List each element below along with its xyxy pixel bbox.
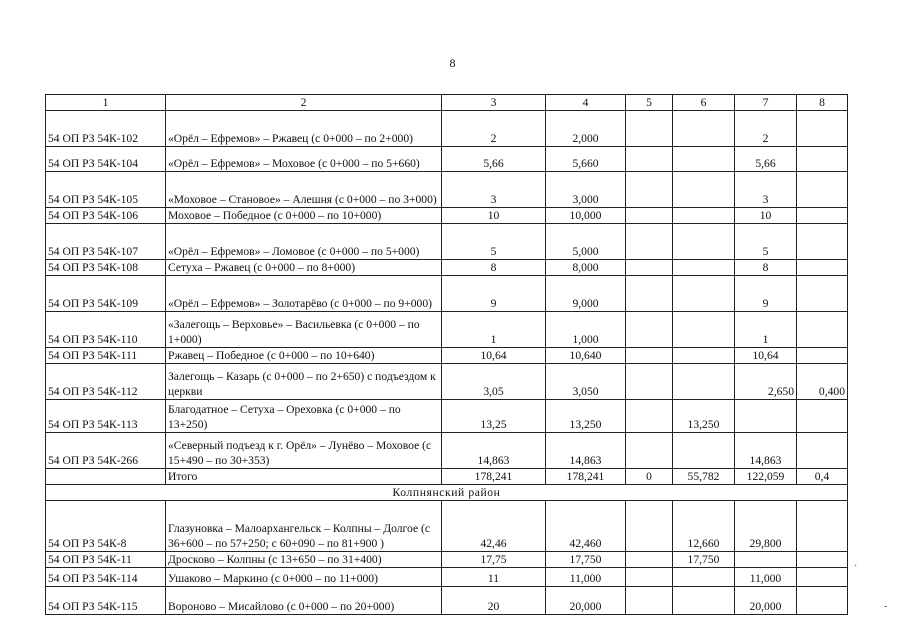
value-cell: [626, 364, 673, 400]
value-cell: 3: [735, 172, 797, 208]
table-row: [46, 364, 848, 400]
value-cell: [626, 348, 673, 364]
value-cell: 10: [442, 208, 546, 224]
header-cell: 4: [546, 95, 626, 111]
value-cell: [673, 312, 735, 348]
value-cell: [797, 568, 848, 587]
value-cell: [626, 568, 673, 587]
value-cell: [797, 348, 848, 364]
value-cell: [626, 111, 673, 147]
value-cell: [626, 276, 673, 312]
total-value-cell: 178,241: [442, 469, 546, 485]
value-cell: [626, 208, 673, 224]
value-cell: [797, 587, 848, 615]
value-cell: [797, 312, 848, 348]
road-name-cell: Ржавец – Победное (с 0+000 – по 10+640): [166, 348, 442, 364]
table-row: [46, 224, 848, 260]
value-cell: [626, 312, 673, 348]
road-code-cell: 54 ОП РЗ 54К-107: [46, 224, 166, 260]
value-cell: 1: [735, 312, 797, 348]
value-cell: 9: [442, 276, 546, 312]
value-cell: 11,000: [546, 568, 626, 587]
road-name-cell: Сетуха – Ржавец (с 0+000 – по 8+000): [166, 260, 442, 276]
value-cell: [735, 552, 797, 568]
value-cell: 5,66: [442, 147, 546, 172]
value-cell: [626, 224, 673, 260]
table-row: [46, 276, 848, 312]
total-value-cell: 0,4: [797, 469, 848, 485]
table-row: [46, 172, 848, 208]
table-row: [46, 111, 848, 147]
value-cell: 20,000: [735, 587, 797, 615]
value-cell: [797, 208, 848, 224]
total-row: [46, 469, 848, 485]
total-value-cell: 122,059: [735, 469, 797, 485]
road-name-cell: Ушаково – Маркино (с 0+000 – по 11+000): [166, 568, 442, 587]
value-cell: [673, 276, 735, 312]
value-cell: 17,750: [673, 552, 735, 568]
value-cell: [626, 400, 673, 433]
total-label: Итого: [166, 469, 442, 485]
value-cell: [626, 587, 673, 615]
table-row: [46, 147, 848, 172]
value-cell: 10,64: [442, 348, 546, 364]
value-cell: [797, 400, 848, 433]
header-cell: 8: [797, 95, 848, 111]
value-cell: [797, 276, 848, 312]
value-cell: 14,863: [546, 433, 626, 469]
value-cell: 13,25: [442, 400, 546, 433]
road-name-cell: «Орёл – Ефремов» – Ломовое (с 0+000 – по 5+000): [166, 224, 442, 260]
value-cell: 20: [442, 587, 546, 615]
value-cell: [673, 260, 735, 276]
value-cell: 3: [442, 172, 546, 208]
road-name-cell: Дросково – Колпны (с 13+650 – по 31+400): [166, 552, 442, 568]
value-cell: [673, 348, 735, 364]
value-cell: [797, 433, 848, 469]
value-cell: 3,000: [546, 172, 626, 208]
road-name-cell: «Северный подъезд к г. Орёл» – Лунёво – Моховое (с 15+490 – по 30+353): [166, 433, 442, 469]
value-cell: [673, 224, 735, 260]
empty-cell: [46, 469, 166, 485]
section-row: [46, 485, 848, 501]
scan-mark: -: [884, 601, 888, 612]
value-cell: [626, 501, 673, 552]
road-code-cell: 54 ОП РЗ 54К-111: [46, 348, 166, 364]
road-code-cell: 54 ОП РЗ 54К-112: [46, 364, 166, 400]
road-code-cell: 54 ОП РЗ 54К-266: [46, 433, 166, 469]
road-name-cell: «Орёл – Ефремов» – Моховое (с 0+000 – по 5+660): [166, 147, 442, 172]
road-code-cell: 54 ОП РЗ 54К-114: [46, 568, 166, 587]
value-cell: [626, 260, 673, 276]
road-table: [45, 94, 848, 615]
value-cell: 42,460: [546, 501, 626, 552]
road-name-cell: «Орёл – Ефремов» – Ржавец (с 0+000 – по 2+000): [166, 111, 442, 147]
value-cell: 1,000: [546, 312, 626, 348]
road-name-cell: «Орёл – Ефремов» – Золотарёво (с 0+000 – по 9+000): [166, 276, 442, 312]
value-cell: 8: [735, 260, 797, 276]
value-cell: 10,000: [546, 208, 626, 224]
value-cell: 3,050: [546, 364, 626, 400]
road-code-cell: 54 ОП РЗ 54К-11: [46, 552, 166, 568]
value-cell: [673, 433, 735, 469]
page-number: 8: [449, 56, 456, 70]
value-cell: 2: [442, 111, 546, 147]
road-code-cell: 54 ОП РЗ 54К-104: [46, 147, 166, 172]
road-code-cell: 54 ОП РЗ 54К-8: [46, 501, 166, 552]
value-cell: 14,863: [735, 433, 797, 469]
table-row: [46, 587, 848, 615]
value-cell: [673, 587, 735, 615]
value-cell: 8,000: [546, 260, 626, 276]
value-cell: 5,000: [546, 224, 626, 260]
value-cell: 12,660: [673, 501, 735, 552]
total-value-cell: 55,782: [673, 469, 735, 485]
road-name-cell: Залегощь – Казарь (с 0+000 – по 2+650) с подъездом к церкви: [166, 364, 442, 400]
table-row: [46, 208, 848, 224]
road-code-cell: 54 ОП РЗ 54К-106: [46, 208, 166, 224]
value-cell: 13,250: [546, 400, 626, 433]
value-cell: 0,400: [797, 364, 848, 400]
road-name-cell: Благодатное – Сетуха – Ореховка (с 0+000 – по 13+250): [166, 400, 442, 433]
value-cell: [797, 147, 848, 172]
value-cell: 11: [442, 568, 546, 587]
table-row: [46, 552, 848, 568]
header-cell: 1: [46, 95, 166, 111]
value-cell: 20,000: [546, 587, 626, 615]
value-cell: 10,64: [735, 348, 797, 364]
value-cell: 13,250: [673, 400, 735, 433]
value-cell: [626, 147, 673, 172]
total-value-cell: 178,241: [546, 469, 626, 485]
road-name-cell: Глазуновка – Малоархангельск – Колпны – Долгое (с 36+600 – по 57+250; с 60+090 – по 81+900 ): [166, 501, 442, 552]
value-cell: 3,05: [442, 364, 546, 400]
header-cell: 5: [626, 95, 673, 111]
value-cell: 5,660: [546, 147, 626, 172]
value-cell: 2,650: [735, 364, 797, 400]
table-row: [46, 348, 848, 364]
road-code-cell: 54 ОП РЗ 54К-109: [46, 276, 166, 312]
value-cell: 9: [735, 276, 797, 312]
value-cell: [673, 208, 735, 224]
value-cell: 5,66: [735, 147, 797, 172]
value-cell: 14,863: [442, 433, 546, 469]
value-cell: [626, 433, 673, 469]
value-cell: [626, 172, 673, 208]
table-row: [46, 501, 848, 552]
value-cell: [797, 111, 848, 147]
road-name-cell: «Моховое – Становое» – Алешня (с 0+000 – по 3+000): [166, 172, 442, 208]
value-cell: [673, 111, 735, 147]
header-cell: 2: [166, 95, 442, 111]
value-cell: [797, 260, 848, 276]
value-cell: 2,000: [546, 111, 626, 147]
value-cell: 5: [442, 224, 546, 260]
value-cell: [797, 552, 848, 568]
value-cell: 9,000: [546, 276, 626, 312]
road-code-cell: 54 ОП РЗ 54К-105: [46, 172, 166, 208]
value-cell: 42,46: [442, 501, 546, 552]
value-cell: 8: [442, 260, 546, 276]
header-cell: 6: [673, 95, 735, 111]
header-row: [46, 95, 848, 111]
value-cell: [673, 172, 735, 208]
value-cell: 2: [735, 111, 797, 147]
value-cell: [673, 147, 735, 172]
value-cell: [673, 568, 735, 587]
value-cell: 17,75: [442, 552, 546, 568]
value-cell: [673, 364, 735, 400]
road-code-cell: 54 ОП РЗ 54К-110: [46, 312, 166, 348]
value-cell: 11,000: [735, 568, 797, 587]
value-cell: [797, 172, 848, 208]
table-row: [46, 568, 848, 587]
value-cell: [797, 501, 848, 552]
value-cell: [797, 224, 848, 260]
table-row: [46, 312, 848, 348]
road-name-cell: «Залегощь – Верховье» – Васильевка (с 0+000 – по 1+000): [166, 312, 442, 348]
value-cell: 17,750: [546, 552, 626, 568]
value-cell: [626, 552, 673, 568]
value-cell: 10: [735, 208, 797, 224]
value-cell: 1: [442, 312, 546, 348]
road-name-cell: Моховое – Победное (с 0+000 – по 10+000): [166, 208, 442, 224]
scan-mark: ·: [854, 561, 858, 572]
table-row: [46, 433, 848, 469]
road-code-cell: 54 ОП РЗ 54К-102: [46, 111, 166, 147]
header-cell: 7: [735, 95, 797, 111]
value-cell: [735, 400, 797, 433]
value-cell: 10,640: [546, 348, 626, 364]
table-row: [46, 260, 848, 276]
header-cell: 3: [442, 95, 546, 111]
road-code-cell: 54 ОП РЗ 54К-108: [46, 260, 166, 276]
total-value-cell: 0: [626, 469, 673, 485]
road-name-cell: Вороново – Мисайлово (с 0+000 – по 20+000): [166, 587, 442, 615]
table-row: [46, 400, 848, 433]
section-title: Колпнянский район: [46, 485, 848, 501]
value-cell: 29,800: [735, 501, 797, 552]
road-code-cell: 54 ОП РЗ 54К-113: [46, 400, 166, 433]
value-cell: 5: [735, 224, 797, 260]
road-code-cell: 54 ОП РЗ 54К-115: [46, 587, 166, 615]
